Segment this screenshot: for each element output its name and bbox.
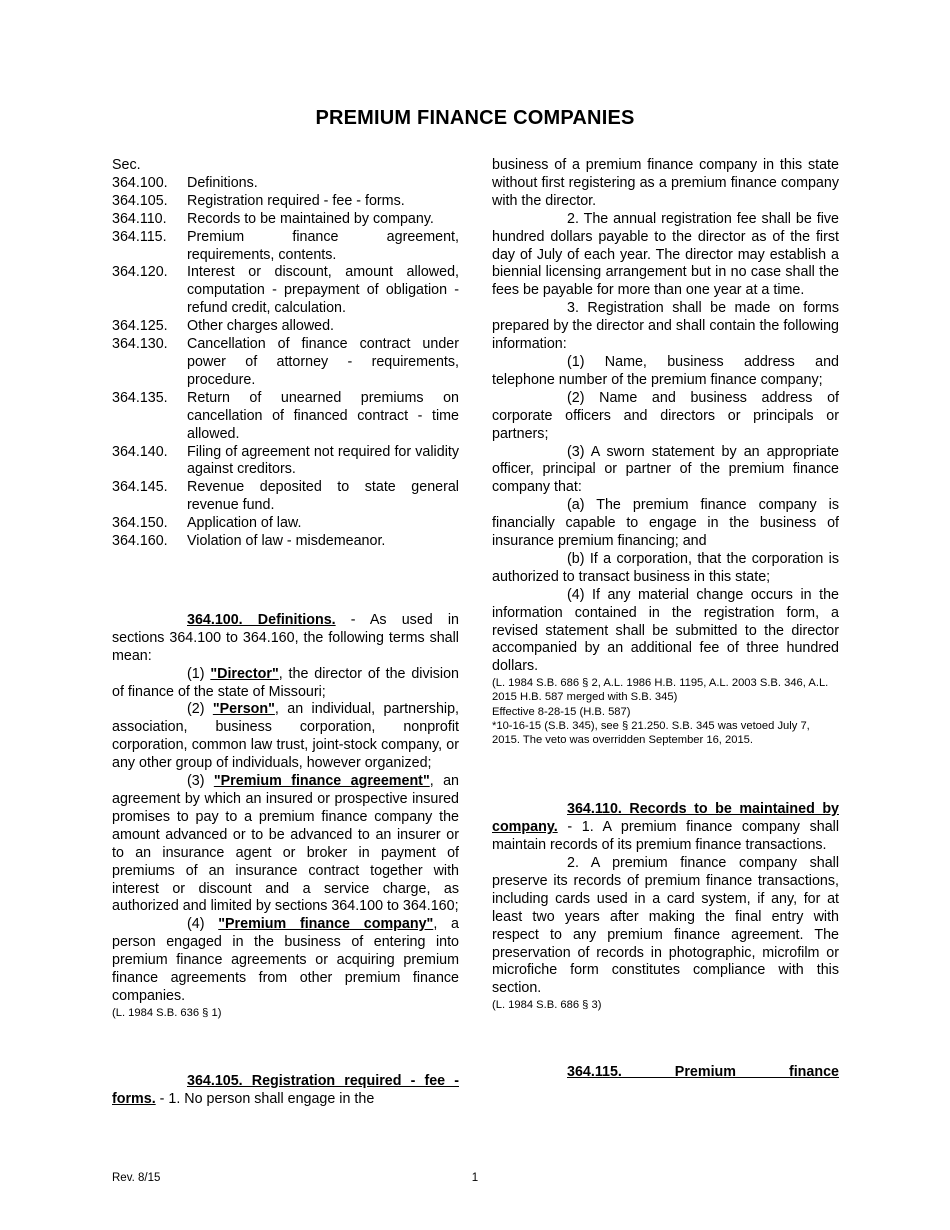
toc-item (112, 211, 459, 229)
toc-item-number: 364.120. (112, 264, 168, 281)
section-364-105-history: (L. 1984 S.B. 686 § 2, A.L. 1986 H.B. 1195, A.L. 2003 S.B. 346, A.L. 2015 H.B. 587 merged with S.B. 345) (492, 677, 829, 704)
page-number: 1 (471, 1172, 479, 1184)
toc-item-title: Application of law. (187, 515, 302, 532)
section-364-115-start (492, 1064, 839, 1082)
toc-item (112, 444, 459, 480)
toc-item (112, 390, 459, 444)
toc-item-number: 364.140. (112, 443, 168, 460)
toc-item (112, 264, 459, 318)
toc-item-title: Violation of law - misdemeanor. (187, 533, 386, 550)
toc-item-number: 364.145. (112, 479, 168, 496)
toc-item-number: 364.105. (112, 192, 168, 209)
toc-item-title: Registration required - fee - forms. (187, 192, 405, 209)
section-364-100-intro: 364.100. Definitions. - As used in sections 364.100 to 364.160, the following terms shall mean: (112, 611, 459, 664)
toc-item (112, 175, 459, 193)
section-364-110-p2: 2. A premium finance company shall preserve its records of premium finance transactions, including cards used in a card system, if any, for at least two years after making the final entry with respect to any premium finance agreement. The preservation of records in photographic, microfilm or microfiche form constitutes compliance with this section. (492, 855, 839, 997)
toc-item-number: 364.130. (112, 336, 168, 353)
section-364-105-item-2: (2) Name and business address of corporate officers and directors or principals or partners; (492, 389, 839, 442)
toc-item (112, 533, 459, 551)
toc-item (112, 336, 459, 390)
left-column (112, 157, 459, 1109)
toc-item-number: 364.125. (112, 318, 168, 335)
toc-item (112, 229, 459, 265)
toc-item-title: Other charges allowed. (187, 318, 335, 335)
definition-premium-finance-agreement: (3) "Premium finance agreement", an agreement by which an insured or prospective insured promises to pay to a premium finance company the amount advanced or to be advanced to an insurer or to an insurance agent or broker in payment of premiums of an insurance contract together with interest or discount and a service charge, as authorized and limited by sections 364.100 to 364.160; (112, 773, 459, 915)
section-364-100-history: (L. 1984 S.B. 636 § 1) (112, 1006, 222, 1019)
section-364-100-heading: 364.100. Definitions. (187, 611, 336, 628)
toc-sec-label: Sec. (112, 157, 141, 173)
section-364-105-item-4: (4) If any material change occurs in the information contained in the registration form, a revised statement shall be submitted to the director accompanied by an additional fee of three hundred dollars. (492, 586, 839, 675)
section-364-105-p2: 2. The annual registration fee shall be five hundred dollars payable to the director as of the first day of July of each year. The director may establish a biennial licensing arrangement but in no case shall the fees be payable for more than one year at a time. (492, 210, 839, 299)
toc-item-title: Filing of agreement not required for validity against creditors. (187, 443, 459, 478)
section-364-115-heading: 364.115. Premium finance (567, 1064, 839, 1081)
toc-item-title: Definitions. (187, 174, 258, 191)
toc-item (112, 318, 459, 336)
section-364-105-note: *10-16-15 (S.B. 345), see § 21.250. S.B. 345 was vetoed July 7, 2015. The veto was overridden September 16, 2015. (492, 719, 810, 747)
section-364-105-item-1: (1) Name, business address and telephone number of the premium finance company; (492, 353, 839, 388)
toc-item-number: 364.115. (112, 228, 167, 245)
revision-footer: Rev. 8/15 (112, 1172, 161, 1184)
section-364-105-p1-cont: business of a premium finance company in this state without first registering as a premium finance company with the director. (492, 157, 839, 209)
page-title: PREMIUM FINANCE COMPANIES (315, 107, 635, 129)
toc-item-number: 364.150. (112, 515, 168, 532)
toc-item (112, 193, 459, 211)
right-column (492, 157, 839, 1082)
section-364-105-heading: 364.105. Registration required - fee - forms. (112, 1073, 459, 1107)
toc-item-title: Interest or discount, amount allowed, computation - prepayment of obligation - refund credit, calculation. (187, 264, 459, 317)
section-364-105-effective: Effective 8-28-15 (H.B. 587) (492, 705, 631, 718)
toc-item-number: 364.135. (112, 389, 168, 406)
toc-item-number: 364.110. (112, 210, 167, 227)
section-364-110-p1: 364.110. Records to be maintained by company. - 1. A premium finance company shall maintain records of its premium finance transactions. (492, 801, 839, 854)
toc-item-title: Records to be maintained by company. (187, 210, 434, 227)
section-364-105-item-b: (b) If a corporation, that the corporation is authorized to transact business in this state; (492, 550, 839, 585)
section-364-105-item-3: (3) A sworn statement by an appropriate officer, principal or partner of the premium finance company that: (492, 443, 839, 496)
section-364-105-start: 364.105. Registration required - fee - forms. - 1. No person shall engage in the (112, 1073, 459, 1107)
definition-person: (2) "Person", an individual, partnership, association, business corporation, nonprofit corporation, common law trust, joint-stock company, or any other group of individuals, however organized; (112, 701, 459, 772)
toc-item-title: Cancellation of finance contract under power of attorney - requirements, procedure. (187, 336, 459, 388)
toc-item-number: 364.100. (112, 174, 168, 191)
toc-item-title: Return of unearned premiums on cancellation of financed contract - time allowed. (187, 389, 459, 442)
definition-director: (1) "Director", the director of the division of finance of the state of Missouri; (112, 665, 460, 700)
table-of-contents (112, 175, 459, 551)
toc-item-title: Revenue deposited to state general revenue fund. (187, 479, 459, 514)
section-364-110-history: (L. 1984 S.B. 686 § 3) (492, 999, 602, 1012)
toc-item-title: Premium finance agreement, requirements, contents. (187, 228, 459, 263)
toc-item (112, 479, 459, 515)
section-364-105-item-a: (a) The premium finance company is financially capable to engage in the business of insurance premium financing; and (492, 497, 839, 550)
toc-item-number: 364.160. (112, 533, 168, 550)
toc-item (112, 515, 459, 533)
definition-premium-finance-company: (4) "Premium finance company", a person engaged in the business of entering into premium finance agreements or acquiring premium finance agreements from other premium finance companies. (112, 916, 459, 1004)
section-364-110-heading: 364.110. Records to be maintained by company. (492, 801, 839, 836)
section-364-105-p3: 3. Registration shall be made on forms prepared by the director and shall contain the following information: (492, 300, 839, 353)
